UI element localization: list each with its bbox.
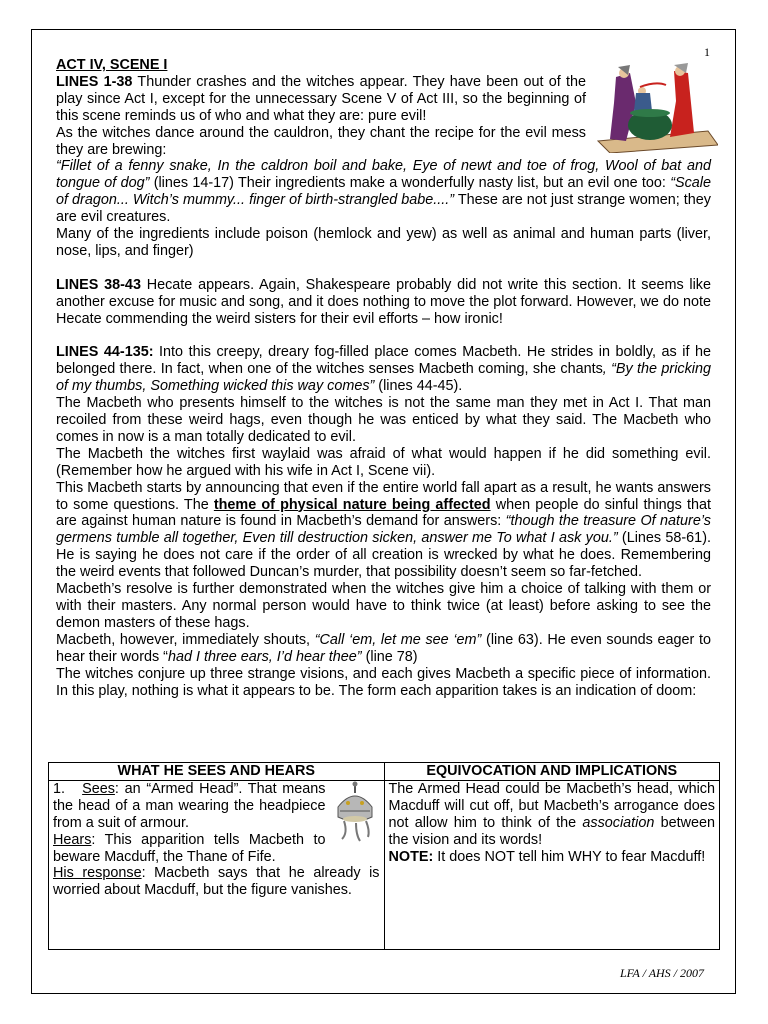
body-text: (line 78) bbox=[361, 648, 418, 665]
response-text: : Macbeth says that he already is worried about Macduff, but the figure vanishes. bbox=[53, 865, 380, 899]
body-paragraph: Macbeth’s resolve is further demonstrated when the witches give him a choice of talking with them or with their masters. Any normal person would have to think twice (at least) before asking to see the demon masters of these hags. bbox=[56, 581, 711, 631]
body-text: These are not just strange women; they are evil creatures. bbox=[56, 192, 711, 226]
association-word: association bbox=[582, 814, 655, 831]
armed-head-helmet-icon bbox=[330, 781, 380, 843]
body-text: Hecate appears. Again, Shakespeare probably did not write this section. It seems like another excuse for music and song, and it does nothing to move the plot forward. However, we do note Hecate commending the weird sisters for their evil efforts – how ironic! bbox=[56, 276, 711, 327]
body-text: (Lines 58-61). He is saying he does not care if the order of all creation is wrecked by what he does. Remembering the weird events that followed Duncan’s murder, that possibility doesn’t seem so far-fetched. bbox=[56, 530, 711, 581]
section-label: LINES 1-38 bbox=[56, 73, 133, 90]
page-number: 1 bbox=[704, 45, 710, 59]
section-label: LINES 38-43 bbox=[56, 276, 141, 293]
ingredients-paragraph bbox=[56, 158, 711, 226]
quote: “though the treasure Of nature’s germens tumble all together, Even till destruction sicken, answer me To what I ask you.” bbox=[56, 513, 711, 547]
quote: “Scale of dragon... Witch’s mummy... finger of birth-strangled babe....” bbox=[56, 175, 711, 209]
sees-hears-cell bbox=[49, 780, 385, 949]
equivocation-text: The Armed Head could be Macbeth’s head, which Macduff will cut off, but Macbeth’s arrogance does not allow him to think of the bbox=[388, 780, 715, 831]
body-text: (lines 44-45). bbox=[374, 378, 463, 395]
body-text: (line 63). He even sounds eager to hear their words “ bbox=[56, 631, 711, 665]
note-label: NOTE: bbox=[388, 848, 434, 865]
quote: , “By the pricking of my thumbs, Something wicked this way comes” bbox=[56, 361, 711, 395]
body-text: Thunder crashes and the witches appear. They have been out of the play since Act I, except for the unnecessary Scene V of Act III, so the beginning of this scene reminds us of who and what they are: pure evil! bbox=[56, 73, 586, 124]
body-paragraph: The Macbeth who presents himself to the witches is not the same man they met in Act I. That man recoiled from these weird hags, even though he was enticed by what they said. The Macbeth who comes in now is a man totally dedicated to evil. bbox=[56, 395, 711, 445]
sees-label: Sees bbox=[82, 780, 115, 797]
body-paragraph: As the witches dance around the cauldron, they chant the recipe for the evil mess they are brewing: bbox=[56, 124, 586, 158]
col-header-sees-hears: WHAT HE SEES AND HEARS bbox=[49, 763, 385, 781]
body-text: This Macbeth starts by announcing that even if the entire world fall apart as a result, he wants answers to some questions. The bbox=[56, 479, 711, 513]
lines-38-43-paragraph bbox=[56, 277, 711, 328]
equivocation-text: between the vision and its words! bbox=[388, 814, 715, 848]
body-paragraph: Many of the ingredients include poison (hemlock and yew) as well as animal and human parts (liver, nose, lips, and finger) bbox=[56, 226, 711, 259]
theme-paragraph bbox=[56, 480, 711, 581]
footer-credit: LFA / AHS / 2007 bbox=[620, 966, 705, 980]
body-text: (lines 14-17) Their ingredients make a wonderfully nasty list, but an evil one too: bbox=[149, 175, 671, 192]
body-paragraph: The Macbeth the witches first waylaid was afraid of what would happen if he did something evil. (Remember how he argued with his wife in Act I, Scene vii). bbox=[56, 445, 711, 479]
quote: had I three ears, I’d hear thee” bbox=[167, 648, 362, 665]
sees-text: : an “Armed Head”. That means the head of a man wearing the headpiece from a suit of armour. bbox=[53, 780, 326, 831]
item-number: 1. bbox=[53, 780, 66, 797]
hears-label: Hears bbox=[53, 831, 92, 848]
hears-text: : This apparition tells Macbeth to beware Macduff, the Thane of Fife. bbox=[53, 831, 326, 865]
scene-title: ACT IV, SCENE I bbox=[56, 57, 168, 73]
apparition-table bbox=[48, 762, 720, 950]
equivocation-cell bbox=[384, 780, 720, 949]
body-text: when people do sinful things that are against human nature is found in Macbeth’s demand for answers: bbox=[56, 496, 711, 530]
quote: “Fillet of a fenny snake, In the caldron boil and bake, Eye of newt and toe of frog, Wool of bat and tongue of dog” bbox=[56, 158, 711, 192]
body-paragraph: The witches conjure up three strange visions, and each gives Macbeth a specific piece of information. In this play, nothing is what it appears to be. The form each apparition takes is an indication of doom: bbox=[56, 665, 711, 699]
col-header-equivocation: EQUIVOCATION AND IMPLICATIONS bbox=[384, 763, 720, 781]
body-paragraph bbox=[56, 632, 711, 666]
response-label: His response bbox=[53, 865, 142, 882]
note-text: It does NOT tell him WHY to fear Macduff! bbox=[433, 848, 706, 865]
body-text: Macbeth, however, immediately shouts, bbox=[56, 631, 315, 648]
body-text: Into this creepy, dreary fog-filled place comes Macbeth. He strides in boldly, as if he belonged there. In fact, when one of the witches senses Macbeth coming, she chants bbox=[56, 344, 711, 378]
lines-44-135-paragraph bbox=[56, 344, 711, 395]
quote: “Call ‘em, let me see ‘em” bbox=[314, 631, 482, 648]
document-body bbox=[56, 57, 711, 699]
lines-1-38-paragraph bbox=[56, 74, 586, 125]
theme-highlight: theme of physical nature being affected bbox=[213, 496, 491, 513]
section-label: LINES 44-135: bbox=[56, 344, 154, 361]
